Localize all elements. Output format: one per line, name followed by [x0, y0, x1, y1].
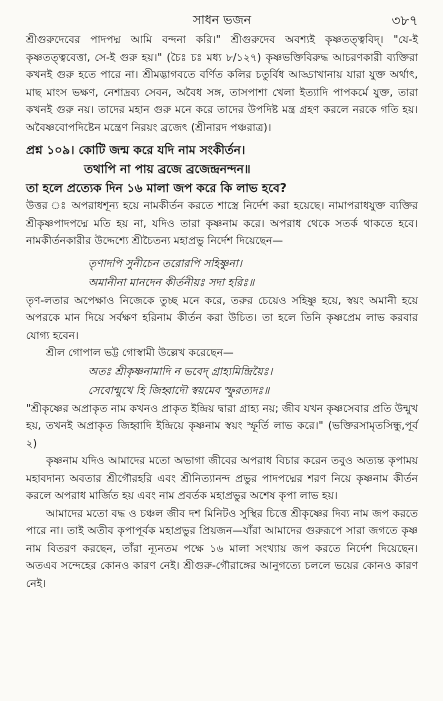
paragraph-5: "শ্রীকৃষ্ণের অপ্রাকৃত নাম কখনও প্রাকৃত ইন্দ্রিয় দ্বারা গ্রাহ্য নয়; জীব যখন কৃষ্ণসেবার প্রতি উন্মুখ হয়, তখনই অপ্রাকৃত জিহ্বাদি ইন্দ্রিয়ে কৃষ্ণনাম স্বয়ং স্ফূর্তি লাভ করে।" (ভক্তিরসামৃতসিন্ধু,পূর্ব ২) [26, 402, 418, 450]
paragraph-4: শ্রীল গোপাল ভট্ট গোস্বামী উল্লেখ করেছেন— [46, 347, 234, 359]
verse-2-line-1: অতঃ শ্রীকৃষ্ণনামাদি ন ভবেদ্‌ গ্রাহ্যমিন্দ্রিয়ৈঃ। [88, 364, 273, 378]
verse-1-line-2: অমানীনা মানদেন কীর্তনীয়ঃ সদা হরিঃ॥ [88, 275, 255, 289]
paragraph-3: তৃণ-লতার অপেক্ষাও নিজেকে তুচ্ছ মনে করে, তরুর চেয়েও সহিষ্ণু হয়ে, স্বয়ং অমানী হয়ে অপরকে মান দিয়ে সর্বক্ষণ হরিনাম কীর্তন করা উচিত। তা হলে তিনি কৃষ্ণপ্রেম লাভ করবার যোগ্য হবেন। [26, 294, 418, 342]
paragraph-7: আমাদের মতো বদ্ধ ও চঞ্চল জীব দশ মিনিটও সুস্থির চিত্তে শ্রীকৃষ্ণের দিব্য নাম জপ করতে পারে না। তাই অতীব কৃপাপূর্বক মহাপ্রভুর প্রিয়জন—যাঁরা আমাদের গুরুরূপে সারা জগতে কৃষ্ণ নাম বিতরণ করছেন, তাঁরা ন্যূনতম পক্ষে ১৬ মালা সংখ্যায় জপ করতে নির্দেশ দিয়েছেন। অতএব সন্দেহের কোনও কারণ নেই। শ্রীগুরু-গৌরাঙ্গের আনুগত্যে চললে ভয়ের কোনও কারণ নেই। [26, 507, 418, 590]
question-line-1: প্রশ্ন ১০৯। কোটি জন্ম করে যদি নাম সংকীর্তন। [26, 143, 246, 157]
paragraph-1: শ্রীগুরুদেবের পাদপদ্ম আমি বন্দনা করি।" শ্রীগুরুদেব অবশ্যই কৃষ্ণতত্ত্ববিদ্‌। "যে-ই কৃষ্ণতত্ত্ববেত্তা, সে-ই গুরু হয়।" (চৈঃ চঃ মধ্য ৮/১২৭) কৃষ্ণভক্তিবিরুদ্ধ আচরণকারী ব্যক্তিরা কখনই গুরু হতে পারে না। শ্রীমদ্ভাগবতে বর্ণিত কলির চতুর্বিধ আড্ডাখানায় যারা যুক্ত অর্থাৎ, মাছ মাংস ভক্ষণ, নেশাদ্রব্য সেবন, অবৈধ সঙ্গ, তাসপাশা খেলা ইত্যাদি পাপকর্মে যুক্ত, তারা কখনই গুরু নয়। তাদের মহান গুরু মনে করে তাদের উপদিষ্ট মন্ত্র গ্রহণ করলে নরকে গতি হয়। অবৈষ্ণবোপদিষ্টেন মন্ত্রেণ নিরয়ং ব্রজেৎ (শ্রীনারদ পঞ্চরাত্র)। [26, 34, 418, 134]
paragraph-6: কৃষ্ণনাম যদিও আমাদের মতো অভাগা জীবের অপরাধ বিচার করেন তবুও অত্যন্ত কৃপাময় মহাবদান্য অবতার শ্রীগৌরহরি এবং শ্রীনিত্যানন্দ প্রভুর পাদপদ্মের শরণ নিয়ে কৃষ্ণনাম কীর্তন করলে অপরাধ মার্জিত হয় এবং নাম প্রবর্তক মহাপ্রভুর অশেষ কৃপা লাভ হয়। [26, 455, 418, 502]
verse-1-line-1: তৃণাদপি সুনীচেন তরোরপি সহিষ্ণুনা। [88, 256, 242, 270]
page-header [26, 10, 418, 32]
question-line-3: তা হলে প্রত্যেক দিন ১৬ মালা জপ করে কি লাভ হবে? [26, 181, 287, 195]
book-page [26, 10, 418, 695]
question-line-2: তথাপি না পায় ব্রজে ব্রজেন্দ্রনন্দন॥ [84, 162, 251, 176]
running-title: সাধন ভজন [192, 12, 252, 27]
verse-2-line-2: সেবোন্মুখে হি জিহ্বাদৌ স্বয়মেব স্ফুরত্যদঃ॥ [88, 383, 270, 397]
page-number: ৩৮৭ [391, 13, 418, 29]
answer-paragraph: উত্তর ঃ অপরাধশূন্য হয়ে নামকীর্তন করতে শাস্ত্রে নির্দেশ করা হয়েছে। নামাপরাধযুক্ত ব্যক্তির শ্রীকৃষ্ণপাদপদ্মে মতি হয় না, যদিও তারা কৃষ্ণনাম করে। অপরাধ থেকে সতর্ক থাকতে হবে। নামকীর্তনকারীর উদ্দেশ্যে শ্রীচৈতন্য মহাপ্রভু নির্দেশ দিয়েছেন— [26, 200, 418, 247]
